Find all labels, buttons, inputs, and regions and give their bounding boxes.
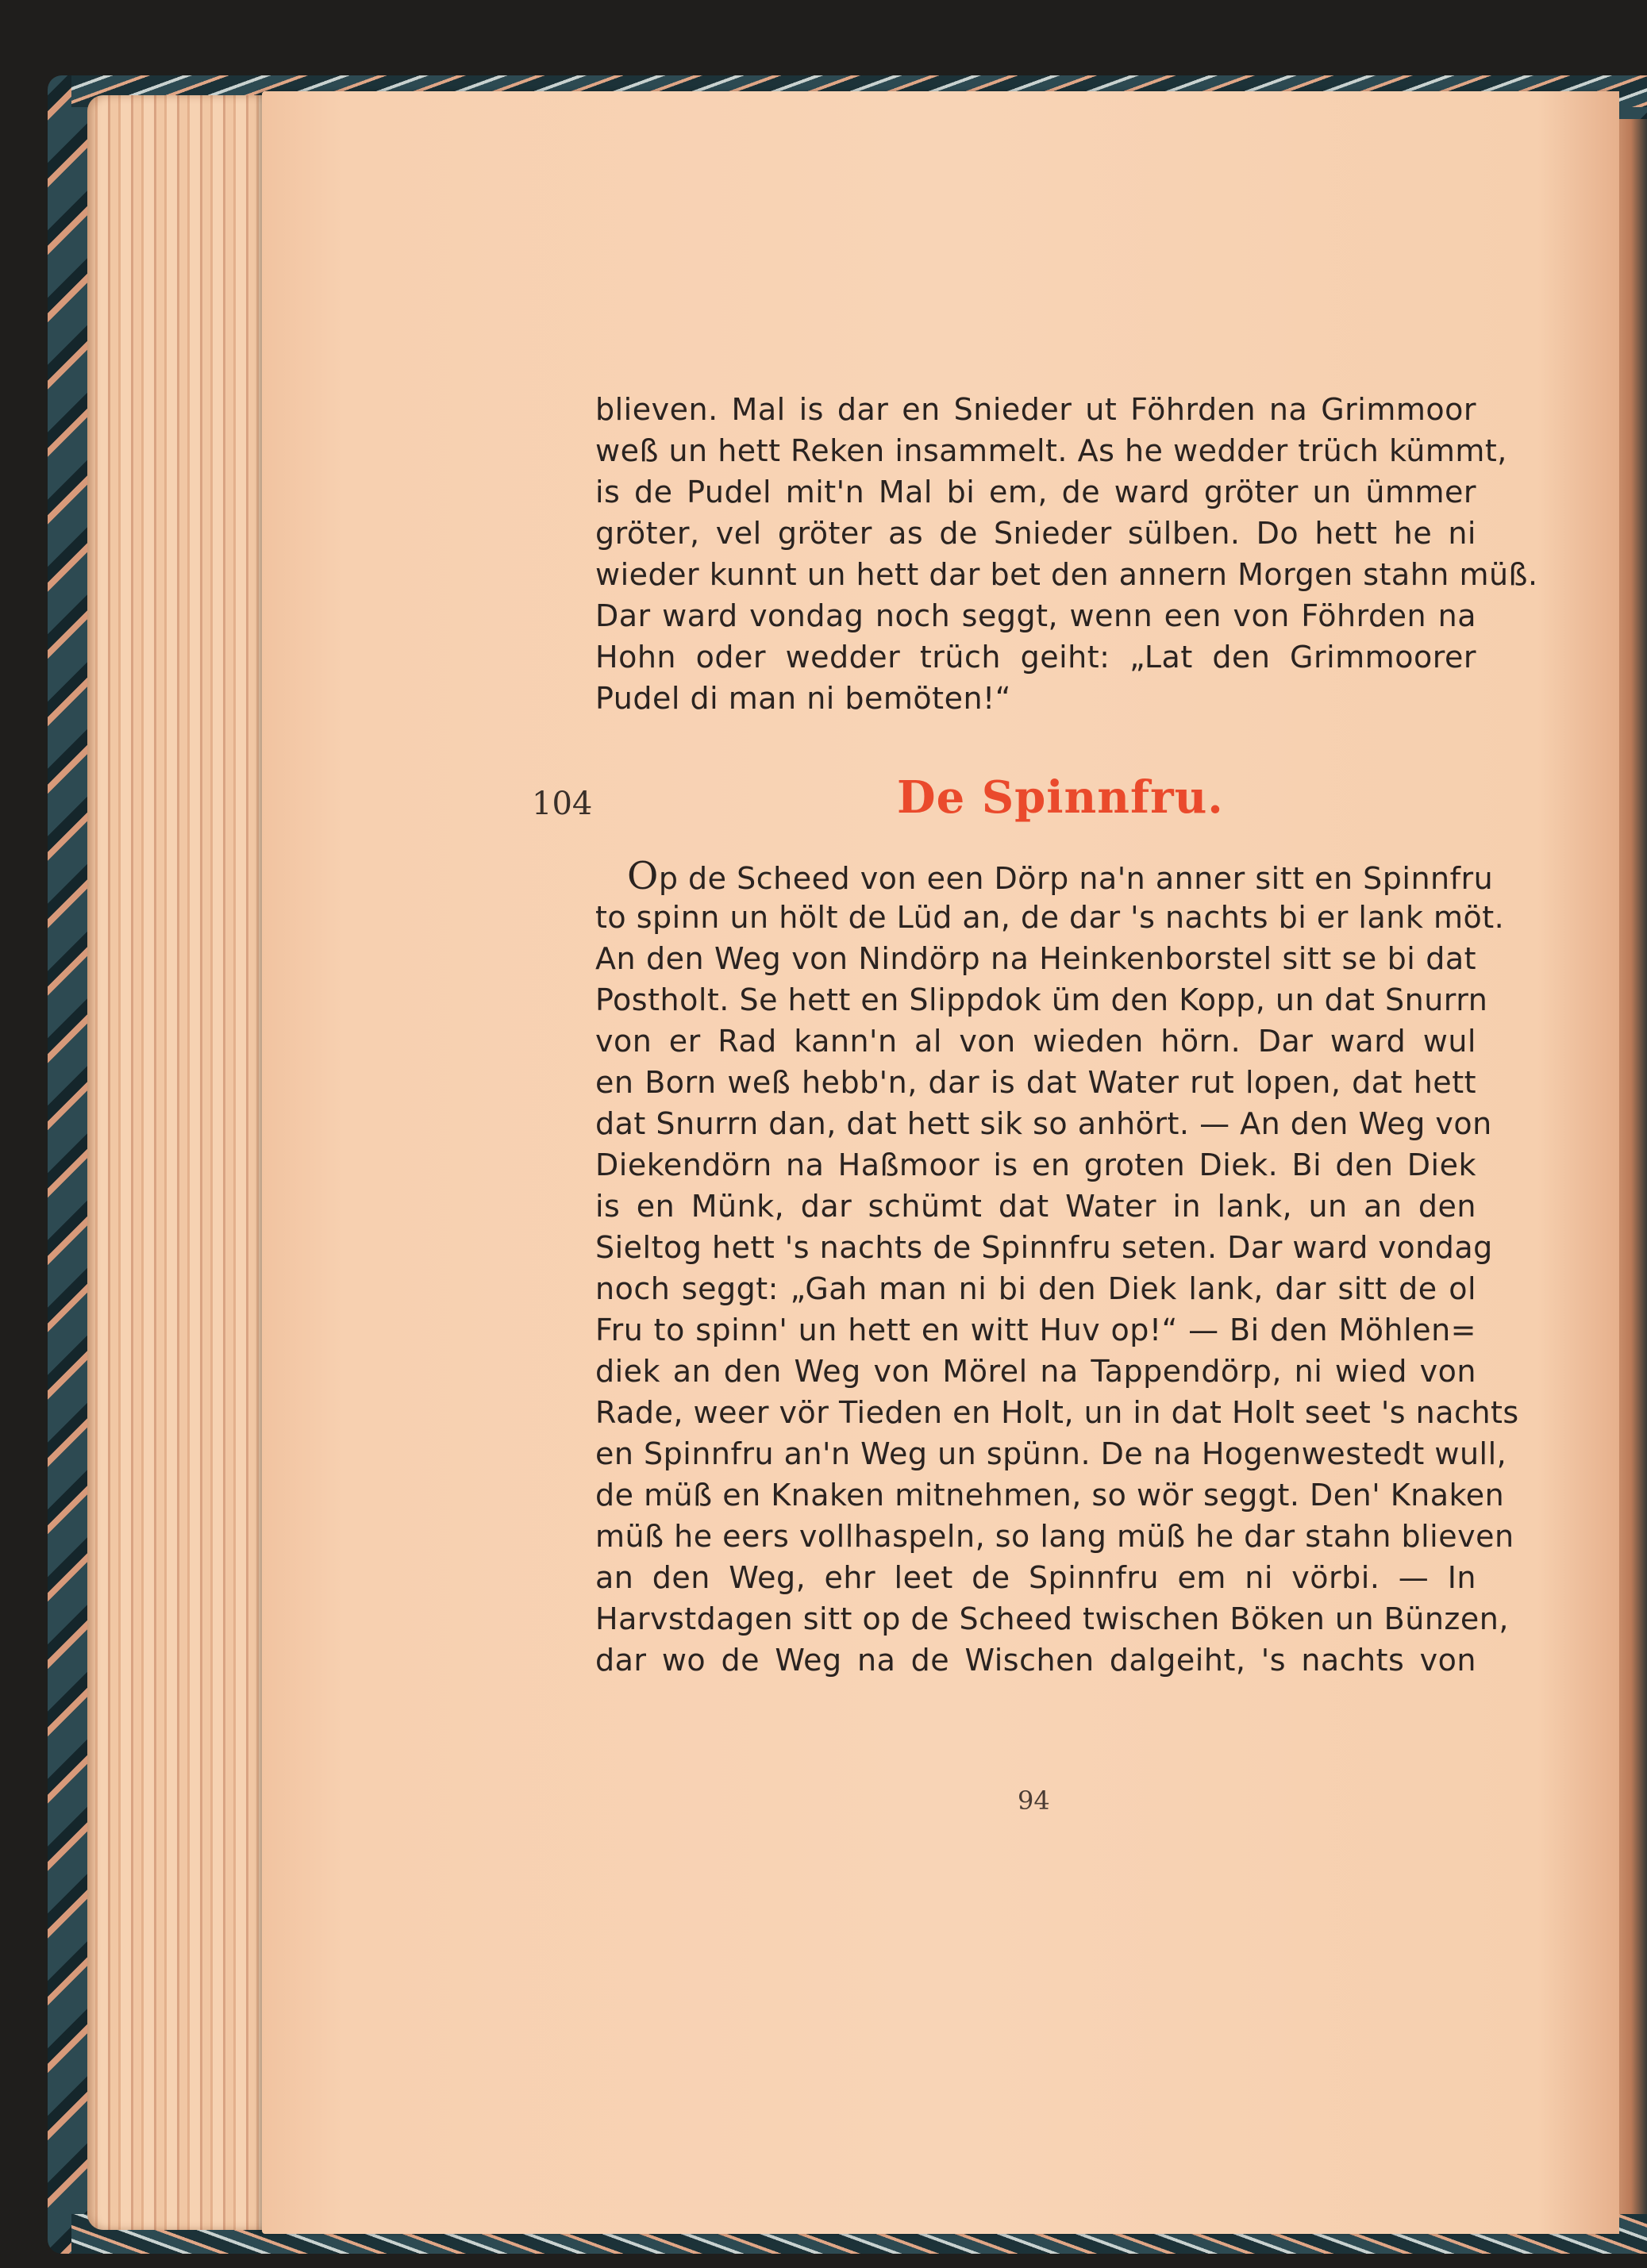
text-line: noch seggt: „Gah man ni bi den Diek lank, dar sitt de ol	[595, 1271, 1476, 1306]
text-line: Hohn oder wedder trüch geiht: „Lat den Grimmoorer	[595, 640, 1476, 675]
text-line: Postholt. Se hett en Slippdok üm den Kopp, un dat Snurrn	[595, 982, 1488, 1017]
paragraph-continued	[595, 389, 1538, 719]
text-line: dat Snurrn dan, dat hett sik so anhört. — An den Weg von	[595, 1106, 1492, 1141]
text-line: Dar ward vondag noch seggt, wenn een von Föhrden na	[595, 598, 1476, 633]
text-line: is en Münk, dar schümt dat Water in lank, un an den	[595, 1189, 1476, 1224]
text-line: weß un hett Reken insammelt. As he wedder trüch kümmt,	[595, 433, 1507, 468]
text-line-first-rest: p de Scheed von een Dörp na'n anner sitt en Spinnfru	[658, 861, 1494, 896]
text-line: de müß en Knaken mitnehmen, so wör seggt. Den' Knaken	[595, 1478, 1505, 1513]
text-line: gröter, vel gröter as de Snieder sülben. Do hett he ni	[595, 516, 1476, 551]
text-line: Fru to spinn' un hett en witt Huv op!“ — Bi den Möhlen=	[595, 1313, 1476, 1347]
section-heading: De Spinnfru.	[897, 771, 1224, 824]
text-line: an den Weg, ehr leet de Spinnfru em ni vörbi. — In	[595, 1560, 1476, 1595]
text-line: dar wo de Weg na de Wischen dalgeiht, 's nachts von	[595, 1643, 1476, 1678]
text-line: wieder kunnt un hett dar bet den annern Morgen stahn müß.	[595, 557, 1538, 592]
text-line: Diekendörn na Haßmoor is en groten Diek. Bi den Diek	[595, 1147, 1476, 1182]
text-line: Harvstdagen sitt op de Scheed twischen Böken un Bünzen,	[595, 1601, 1509, 1636]
text-line: müß he eers vollhaspeln, so lang müß he dar stahn blieven	[595, 1519, 1514, 1554]
text-line: diek an den Weg von Mörel na Tappendörp, ni wied von	[595, 1354, 1476, 1389]
text-line: en Born weß hebb'n, dar is dat Water rut lopen, dat hett	[595, 1065, 1476, 1100]
drop-cap: O	[627, 854, 659, 898]
text-line: von er Rad kann'n al von wieden hörn. Dar ward wul	[595, 1024, 1476, 1059]
text-line: An den Weg von Nindörp na Heinkenborstel sitt se bi dat	[595, 941, 1476, 976]
text-line: blieven. Mal is dar en Snieder ut Föhrden na Grimmoor	[595, 392, 1476, 427]
margin-section-number: 104	[532, 786, 593, 822]
page-number: 94	[1018, 1786, 1050, 1816]
text-line: is de Pudel mit'n Mal bi em, de ward gröter un ümmer	[595, 475, 1476, 509]
text-line: Sieltog hett 's nachts de Spinnfru seten. Dar ward vondag	[595, 1230, 1493, 1265]
text-line-first	[595, 854, 1494, 898]
text-line: Rade, weer vör Tieden en Holt, un in dat Holt seet 's nachts	[595, 1395, 1519, 1430]
text-line: Pudel di man ni bemöten!“	[595, 681, 1011, 716]
paragraph-spinnfru	[595, 854, 1519, 1681]
text-line: en Spinnfru an'n Weg un spünn. De na Hogenwestedt wull,	[595, 1436, 1507, 1471]
text-line: to spinn un hölt de Lüd an, de dar 's nachts bi er lank möt.	[595, 900, 1505, 935]
